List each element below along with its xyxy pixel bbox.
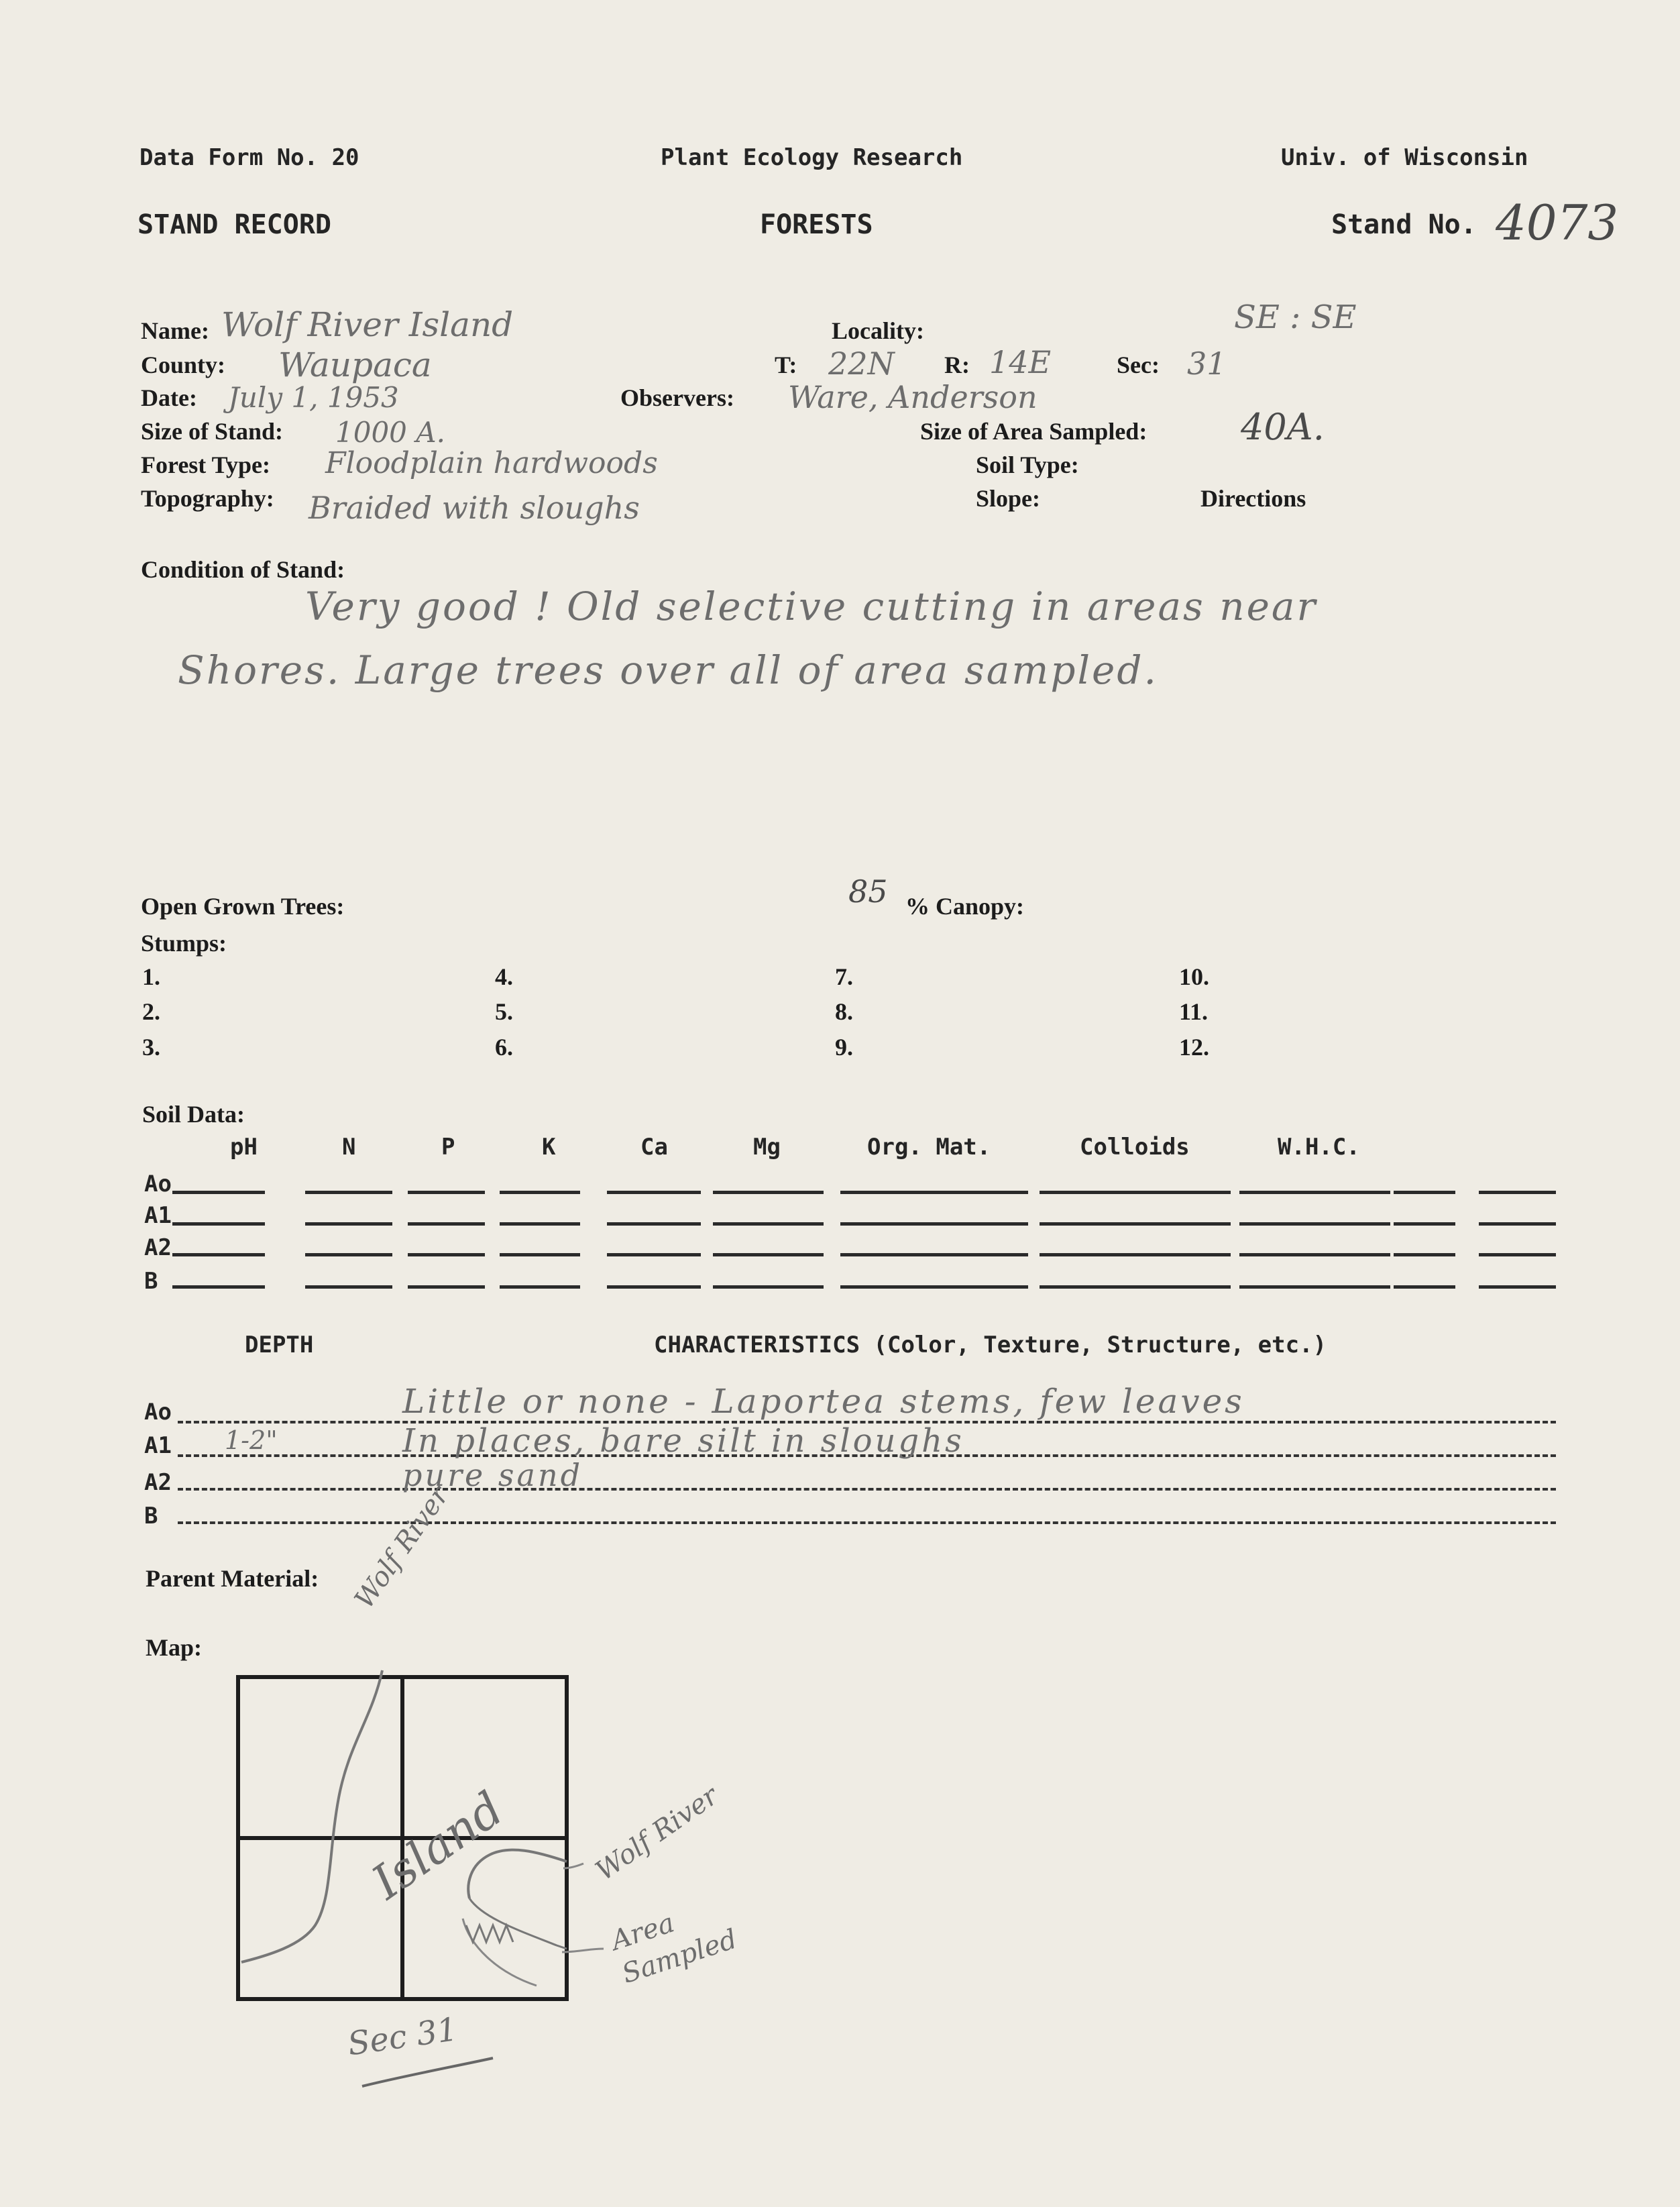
condition-label: Condition of Stand: <box>141 556 345 583</box>
township-label: T: <box>775 352 797 378</box>
profile-text-a2: pure sand <box>402 1457 583 1493</box>
soil-col-mg: Mg <box>753 1134 781 1161</box>
stump-7: 7. <box>835 963 853 990</box>
forest-type-label: Forest Type: <box>141 451 270 478</box>
profile-row-a1: A1 <box>144 1432 172 1459</box>
locality-value: SE : SE <box>1234 299 1357 336</box>
profile-row-a2: A2 <box>144 1469 172 1496</box>
area-sampled-label: Size of Area Sampled: <box>920 418 1147 445</box>
profile-text-a1: In places, bare silt in sloughs <box>402 1422 964 1460</box>
stump-12: 12. <box>1179 1034 1209 1061</box>
soil-row-b: B <box>144 1268 158 1295</box>
profile-text-ao: Little or none - Laportea stems, few leaves <box>402 1382 1245 1421</box>
open-grown-trees-label: Open Grown Trees: <box>141 893 345 920</box>
river-label-top: Wolf River <box>349 1481 455 1615</box>
canopy-value: 85 <box>848 873 888 910</box>
river-channel-line <box>241 1670 382 1962</box>
characteristics-label: CHARACTERISTICS (Color, Texture, Structure, etc.) <box>654 1332 1327 1358</box>
soil-col-whc: W.H.C. <box>1278 1134 1360 1161</box>
sampled-area-lower-edge <box>463 1919 537 1986</box>
county-label: County: <box>141 352 226 378</box>
stump-1: 1. <box>142 963 160 990</box>
stump-9: 9. <box>835 1034 853 1061</box>
section-value: 31 <box>1187 345 1227 382</box>
soil-col-org-mat: Org. Mat. <box>867 1134 991 1161</box>
section-label: Sec: <box>1117 352 1160 378</box>
profile-depth-a1: 1-2" <box>225 1425 278 1455</box>
soil-col-n: N <box>342 1134 356 1161</box>
observers-value: Ware, Anderson <box>788 379 1038 415</box>
date-label: Date: <box>141 384 197 411</box>
stump-3: 3. <box>142 1034 160 1061</box>
stump-6: 6. <box>495 1034 513 1061</box>
soil-type-label: Soil Type: <box>976 451 1079 478</box>
organization: Plant Ecology Research <box>661 144 963 171</box>
forest-type-value: Floodplain hardwoods <box>325 446 658 480</box>
size-of-stand-value: 1000 A. <box>335 416 445 449</box>
size-of-stand-label: Size of Stand: <box>141 418 284 445</box>
parent-material-label: Parent Material: <box>146 1565 319 1592</box>
map-label: Map: <box>146 1634 202 1661</box>
soil-col-colloids: Colloids <box>1080 1134 1190 1161</box>
section-underline <box>362 2058 493 2086</box>
condition-line-1: Very good ! Old selective cutting in areas near <box>305 584 1318 629</box>
date-value: July 1, 1953 <box>228 381 399 414</box>
directions-label: Directions <box>1200 485 1306 512</box>
range-value: 14E <box>989 344 1052 380</box>
stumps-label: Stumps: <box>141 930 227 957</box>
stump-10: 10. <box>1179 963 1209 990</box>
soil-col-ph: pH <box>230 1134 258 1161</box>
form-number: Data Form No. 20 <box>139 144 359 171</box>
university: Univ. of Wisconsin <box>1281 144 1528 171</box>
township-value: 22N <box>828 345 895 382</box>
topography-label: Topography: <box>141 485 274 512</box>
topography-value: Braided with sloughs <box>309 490 640 526</box>
soil-col-ca: Ca <box>640 1134 668 1161</box>
locality-label: Locality: <box>832 317 924 344</box>
stump-5: 5. <box>495 998 513 1025</box>
record-title: STAND RECORD <box>137 209 331 240</box>
canopy-label: % Canopy: <box>905 893 1025 920</box>
river-bend-line <box>468 1850 567 1898</box>
soil-data-label: Soil Data: <box>142 1101 245 1128</box>
island-label: Island <box>362 1781 514 1910</box>
stump-2: 2. <box>142 998 160 1025</box>
slope-label: Slope: <box>976 485 1041 512</box>
range-label: R: <box>944 352 970 378</box>
river-label-right: Wolf River <box>590 1780 724 1887</box>
stump-11: 11. <box>1179 998 1209 1025</box>
soil-col-p: P <box>441 1134 455 1161</box>
area-sampled-label: Area Sampled <box>607 1907 741 1990</box>
depth-label: DEPTH <box>245 1332 314 1358</box>
county-value: Waupaca <box>278 345 432 384</box>
soil-row-a2: A2 <box>144 1234 172 1261</box>
stand-number-label: Stand No. <box>1331 209 1477 240</box>
soil-row-a1: A1 <box>144 1202 172 1229</box>
section-map-caption: Sec 31 <box>345 2010 460 2063</box>
soil-col-k: K <box>542 1134 556 1161</box>
soil-row-ao: Ao <box>144 1171 172 1197</box>
stand-number: 4073 <box>1496 195 1619 251</box>
sampled-area-outline <box>469 1898 567 1949</box>
profile-row-b: B <box>144 1503 158 1529</box>
observers-label: Observers: <box>620 384 734 411</box>
stump-4: 4. <box>495 963 513 990</box>
sampled-area-hatch <box>466 1925 513 1942</box>
profile-row-ao: Ao <box>144 1399 172 1425</box>
area-sampled-value: 40A. <box>1241 406 1325 448</box>
stump-8: 8. <box>835 998 853 1025</box>
name-label: Name: <box>141 317 209 344</box>
category-title: FORESTS <box>760 209 873 240</box>
name-value: Wolf River Island <box>221 305 514 344</box>
condition-line-2: Shores. Large trees over all of area sampled. <box>178 647 1158 693</box>
